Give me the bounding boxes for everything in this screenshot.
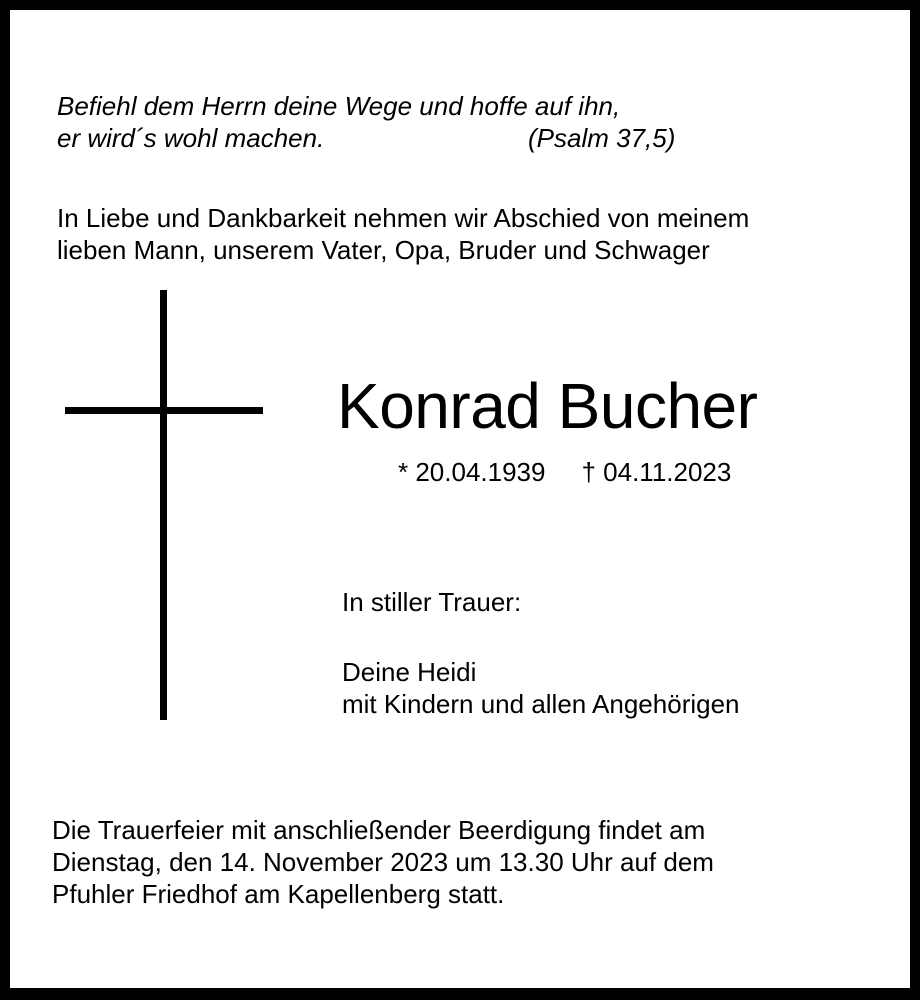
death-date: † 04.11.2023 bbox=[581, 457, 732, 487]
birth-date: * 20.04.1939 bbox=[398, 457, 546, 487]
bible-verse bbox=[57, 90, 737, 154]
verse-line-1: Befiehl dem Herrn deine Wege und hoffe auf ihn, bbox=[57, 91, 621, 121]
service-line-1: Die Trauerfeier mit anschließender Beerdigung findet am bbox=[52, 815, 706, 845]
farewell-intro bbox=[57, 202, 877, 266]
obituary-notice bbox=[10, 10, 910, 988]
intro-line-1: In Liebe und Dankbarkeit nehmen wir Abschied von meinem bbox=[57, 203, 750, 233]
intro-line-2: lieben Mann, unserem Vater, Opa, Bruder und Schwager bbox=[57, 235, 710, 265]
mourning-heading: In stiller Trauer: bbox=[342, 587, 522, 617]
verse-reference: (Psalm 37,5) bbox=[528, 123, 676, 153]
service-line-3: Pfuhler Friedhof am Kapellenberg statt. bbox=[52, 879, 505, 909]
mourner-line-2: mit Kindern und allen Angehörigen bbox=[342, 689, 740, 719]
service-line-2: Dienstag, den 14. November 2023 um 13.30 Uhr auf dem bbox=[52, 847, 714, 877]
verse-line-2: er wird´s wohl machen. bbox=[57, 123, 325, 153]
cross-horizontal-bar bbox=[65, 407, 263, 414]
cross-vertical-bar bbox=[160, 290, 167, 720]
funeral-service-info bbox=[52, 814, 714, 910]
life-dates bbox=[398, 456, 731, 488]
mourner-line-1: Deine Heidi bbox=[342, 657, 477, 687]
deceased-name: Konrad Bucher bbox=[337, 370, 758, 442]
mourners bbox=[342, 656, 740, 720]
